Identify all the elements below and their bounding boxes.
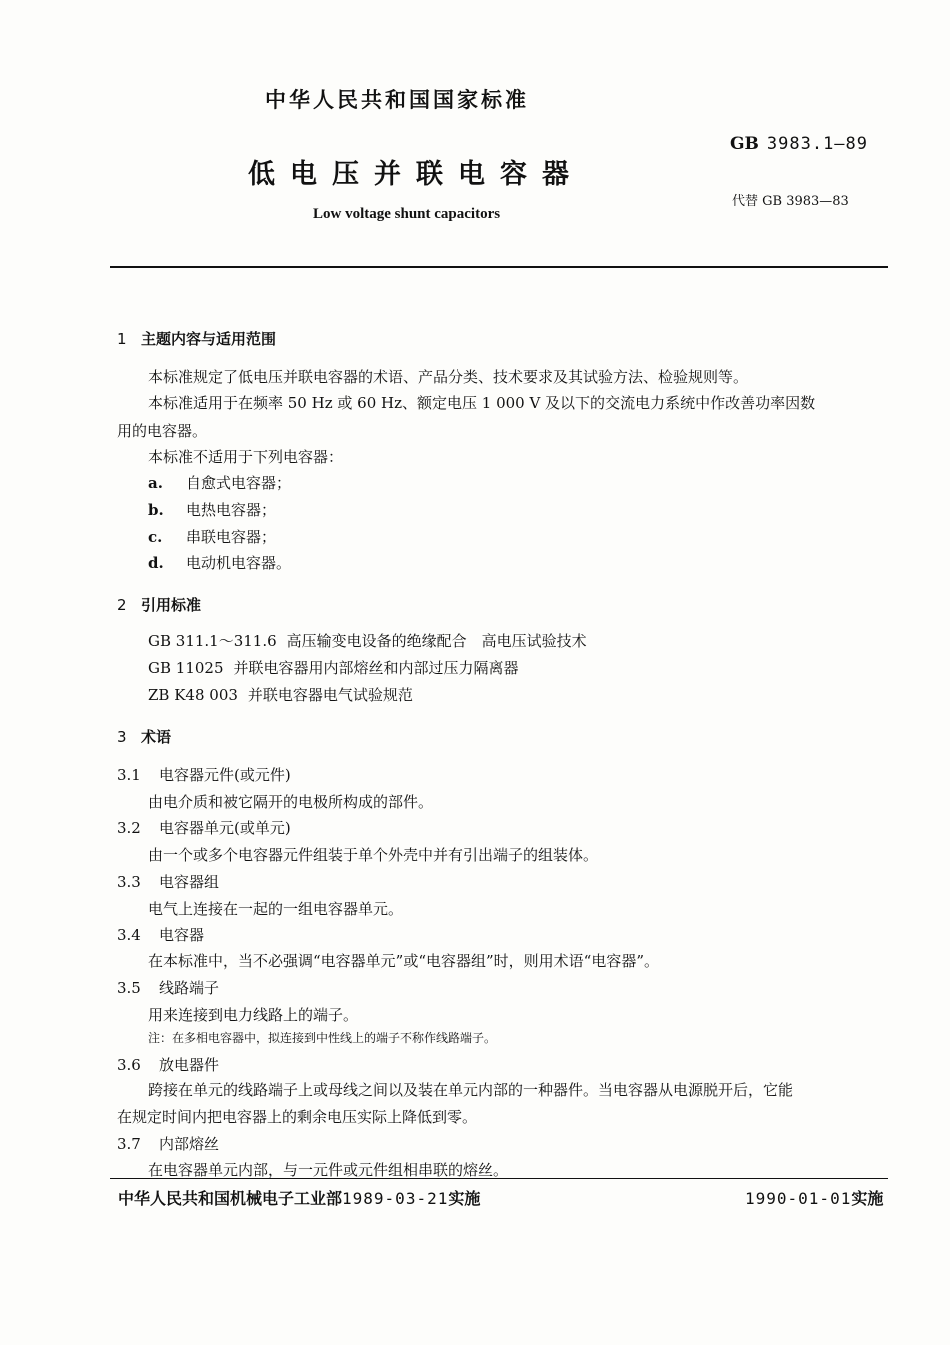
issue-label: 实施 bbox=[448, 1189, 481, 1208]
footer-rule bbox=[110, 1178, 888, 1179]
term-3-6: 3.6 放电器件 bbox=[117, 1056, 220, 1074]
replaces-note: 代替 GB 3983—83 bbox=[732, 194, 849, 209]
title-english: Low voltage shunt capacitors bbox=[313, 206, 501, 222]
standard-prefix: GB bbox=[730, 134, 759, 154]
effective-info bbox=[745, 1186, 883, 1209]
term-3-7-definition: 在电容器单元内部，与一元件或元件组相串联的熔丝。 bbox=[148, 1161, 509, 1179]
issue-info bbox=[118, 1186, 480, 1209]
term-3-6-definition: 跨接在单元的线路端子上或母线之间以及装在单元内部的一种器件。当电容器从电源脱开后，它能 bbox=[148, 1081, 794, 1099]
header-rule bbox=[110, 266, 888, 268]
list-item: d. 电动机电容器。 bbox=[148, 554, 292, 572]
term-3-4-definition: 在本标准中，当不必强调“电容器单元”或“电容器组”时，则用术语“电容器”。 bbox=[148, 952, 660, 970]
reference-item: GB 11025 并联电容器用内部熔丝和内部过压力隔离器 bbox=[148, 659, 519, 677]
section-3-heading: 3 术语 bbox=[117, 728, 172, 746]
standard-number-value: 3983.1—89 bbox=[766, 134, 869, 154]
term-3-1-definition: 由电介质和被它隔开的电极所构成的部件。 bbox=[148, 793, 434, 811]
reference-item: GB 311.1～311.6 高压输变电设备的绝缘配合 高电压试验技术 bbox=[148, 632, 587, 650]
term-3-5-definition: 用来连接到电力线路上的端子。 bbox=[148, 1006, 359, 1024]
title-chinese: 低电压并联电容器 bbox=[248, 159, 584, 190]
issue-date: 1989-03-21 bbox=[342, 1189, 449, 1208]
section-1-heading: 1 主题内容与适用范围 bbox=[117, 330, 277, 348]
term-3-2-definition: 由一个或多个电容器元件组装于单个外壳中并有引出端子的组装体。 bbox=[148, 846, 599, 864]
standard-number bbox=[730, 134, 868, 154]
term-3-3-definition: 电气上连接在一起的一组电容器单元。 bbox=[148, 900, 404, 918]
list-item: b. 电热电容器； bbox=[148, 501, 277, 519]
section-1-paragraph-3: 本标准不适用于下列电容器： bbox=[148, 448, 344, 466]
term-3-2: 3.2 电容器单元(或单元) bbox=[117, 819, 291, 837]
issuer: 中华人民共和国机械电子工业部 bbox=[118, 1189, 343, 1208]
section-2-heading: 2 引用标准 bbox=[117, 596, 202, 614]
reference-item: ZB K48 003 并联电容器电气试验规范 bbox=[148, 686, 413, 704]
section-1-paragraph-2-cont: 用的电容器。 bbox=[117, 422, 208, 440]
list-item: c. 串联电容器； bbox=[148, 528, 277, 546]
section-1-paragraph-2: 本标准适用于在频率 50 Hz 或 60 Hz、额定电压 1 000 V 及以下的交流电力系统中作改善功率因数 bbox=[148, 394, 816, 412]
term-3-6-definition-cont: 在规定时间内把电容器上的剩余电压实际上降低到零。 bbox=[117, 1108, 478, 1126]
term-3-7: 3.7 内部熔丝 bbox=[117, 1135, 220, 1153]
national-standard-heading: 中华人民共和国国家标准 bbox=[265, 88, 529, 112]
term-3-1: 3.1 电容器元件(或元件) bbox=[117, 766, 291, 784]
term-3-5-note: 注：在多相电容器中，拟连接到中性线上的端子不称作线路端子。 bbox=[148, 1031, 497, 1045]
effective-date: 1990-01-01 bbox=[745, 1189, 852, 1208]
term-3-5: 3.5 线路端子 bbox=[117, 979, 220, 997]
effective-label: 实施 bbox=[851, 1189, 884, 1208]
section-1-paragraph-1: 本标准规定了低电压并联电容器的术语、产品分类、技术要求及其试验方法、检验规则等。 bbox=[148, 368, 749, 386]
list-item: a. 自愈式电容器； bbox=[148, 474, 292, 492]
term-3-4: 3.4 电容器 bbox=[117, 926, 205, 944]
term-3-3: 3.3 电容器组 bbox=[117, 873, 220, 891]
